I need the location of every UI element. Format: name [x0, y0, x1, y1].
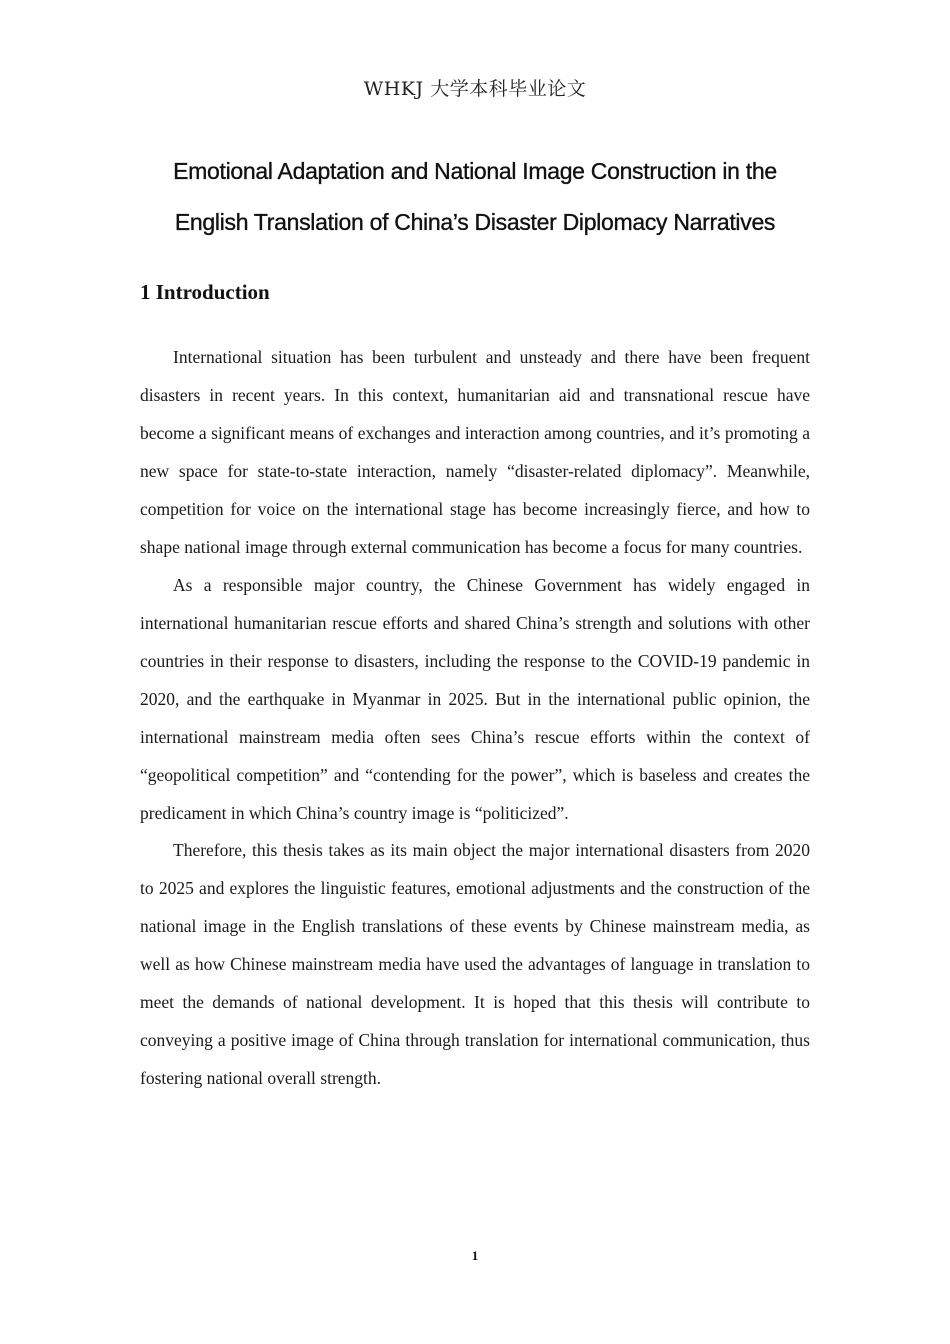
thesis-title — [120, 146, 830, 248]
section-heading: 1 Introduction — [140, 280, 270, 304]
running-header: WHKJ 大学本科毕业论文 — [363, 78, 587, 100]
body-text — [140, 338, 810, 1097]
paragraph: Therefore, this thesis takes as its main object the major international disasters from 2020 to 2025 and explores the linguistic features, emotional adjustments and the construction of the national image in the English translations of these events by Chinese mainstream media, as well as how Chinese mainstream media have used the advantages of language in translation to meet the demands of national development. It is hoped that this thesis will contribute to conveying a positive image of China through translation for international communication, thus fostering national overall strength. — [140, 840, 810, 1089]
paragraph: As a responsible major country, the Chinese Government has widely engaged in international humanitarian rescue efforts and shared China’s strength and solutions with other countries in their response to disasters, including the response to the COVID-19 pandemic in 2020, and the earthquake in Myanmar in 2025. But in the international public opinion, the international mainstream media often sees China’s rescue efforts within the context of “geopolitical competition” and “contending for the power”, which is baseless and creates the predicament in which China’s country image is “politicized”. — [140, 574, 810, 823]
page-number: 1 — [471, 1248, 479, 1263]
thesis-title-line-2: English Translation of China’s Disaster Diplomacy Narratives — [174, 209, 776, 235]
paragraph: International situation has been turbulent and unsteady and there have been frequent disasters in recent years. In this context, humanitarian aid and transnational rescue have become a significant means of exchanges and interaction among countries, and it’s promoting a new space for state-to-state interaction, namely “disaster-related diplomacy”. Meanwhile, competition for voice on the international stage has become increasingly fierce, and how to shape national image through external communication has become a focus for many countries. — [140, 347, 810, 557]
thesis-title-line-1: Emotional Adaptation and National Image Construction in the — [173, 158, 777, 184]
